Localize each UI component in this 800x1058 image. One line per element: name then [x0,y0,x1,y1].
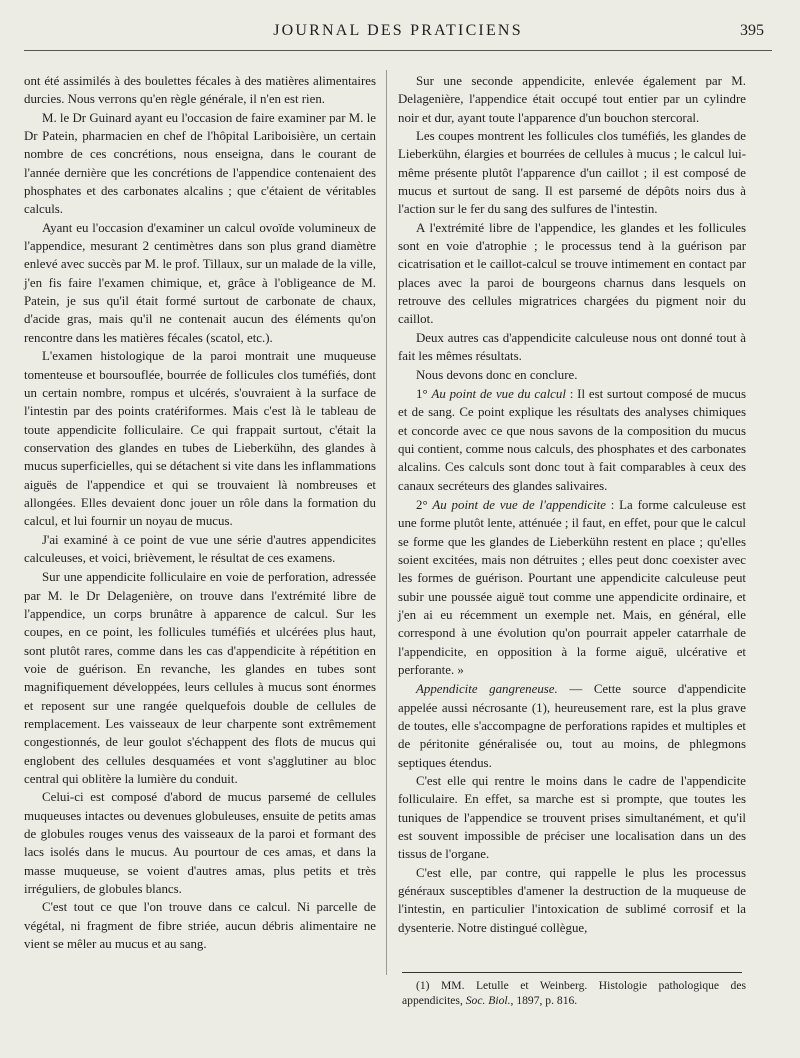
paragraph: Ayant eu l'occasion d'examiner un calcul ovoïde volumineux de l'appendice, mesurant 2 centimètres dans son plus grand diamètre enlevé avec succès par M. le prof. Tillaux, sur un malade de la ville, j'en fis faire l'examen chimique, et, grâce à l'obligeance de M. Patein, je sus qu'il était formé surtout de carbonate de chaux, d'acide gras, mais qu'il ne contenait aucun des éléments qu'on rencontre dans les matières fécales (scatol, etc.). [24,220,376,345]
paragraph: C'est tout ce que l'on trouve dans ce calcul. Ni parcelle de végétal, ni fragment de fibre striée, aucun débris alimentaire ne vient se mêler au mucus et au sang. [24,900,376,952]
paragraph: Sur une appendicite folliculaire en voie de perforation, adressée par M. le Dr Delagenière, on trouve dans l'extrémité libre de l'appendice, un corps brunâtre à apparence de calcul. Sur les coupes, en ce point, les follicules tuméfiés et ulcérées plus haut, sont plutôt rares, comme dans les cas d'appendicite à répétition en voie de guérison. En revanche, les glandes en tubes sont magnifiquement développées, leurs cellules à mucus sont énormes et reposent sur une rangée quelquefois double de cellules de remplacement. Les vaisseaux de leur charpente sont extrêmement congestionnés, de leur goulot s'échappent des flots de mucus qui englobent des cellules desquamées et vont s'agglutiner au bloc central qui oblitère la lumière du conduit. [24,570,376,787]
conclusion-1-label: 1° [416,386,432,401]
paragraph: A l'extrémité libre de l'appendice, les glandes et les follicules sont en voie d'atrophie ; le processus tend à la guérison par cicatrisation et le caillot-calcul se trouve intimement en contact par places avec la paroi de bourgeons charnus dans lesquels on retrouve des cellules migratrices chargées du pigment noir du caillot. [398,220,746,327]
page-number: 395 [740,22,764,39]
footnote-ref: , 1897, p. 816. [510,994,578,1007]
conclusion-1-heading: Au point de vue du calcul [431,386,566,401]
conclusion-2-heading: Au point de vue de l'appendicite [432,497,606,512]
conclusion-1 [398,385,746,495]
paragraph: M. le Dr Guinard ayant eu l'occasion de faire examiner par M. le Dr Patein, pharmacien en chef de l'hôpital Lariboisière, un certain nombre de ces concrétions, nous enseigna, dans le courant de l'année dernière que les concrétions de l'appendice contenaient des phosphates et des carbonates alcalins ; que c'étaient de véritables calculs. [24,110,376,217]
footnote [402,978,746,1008]
left-column [24,72,376,954]
conclusion-2 [398,496,746,679]
conclusion-2-label: 2° [416,497,433,512]
header-rule [24,50,772,51]
column-divider [386,70,387,975]
journal-title: JOURNAL DES PRATICIENS [273,22,523,39]
footnote-journal: Soc. Biol. [465,994,511,1007]
conclusion-2-text: : La forme calculeuse est une forme plutôt lente, atténuée ; il faut, en effet, pour que le calcul se forme que les glandes de Lieberkühn restent en place ; qu'elles soient excitées, mais non détruites ; elles peut donc coexister avec les formes de guérison. Pourtant une appendicite calculeuse peut subir une poussée aiguë tout comme une appendicite ordinaire, et j'en ai eu récemment un exemple net. Mais, en général, elle correspond à une évolution qu'on pourrait appeler catarrhale de l'appendicite, en opposition à la forme aiguë, ulcérative et perforante. » [398,497,746,677]
paragraph: Sur une seconde appendicite, enlevée également par M. Delagenière, l'appendice était occupé tout entier par un cylindre noir et dur, ayant toute l'apparence d'un bouchon stercoral. [398,74,746,125]
section-heading: Appendicite gangreneuse. [416,682,558,697]
paragraph: Celui-ci est composé d'abord de mucus parsemé de cellules muqueuses intactes ou devenues globuleuses, ensuite de petits amas de globules rouges venus des vaisseaux de la paroi et formant des lacs isolés dans le mucus. Au pourtour de ces amas, et dans la masse muqueuse, se voient d'autres amas, plus petits et très irréguliers, de globules blancs. [24,790,376,897]
conclusion-1-text: : Il est surtout composé de mucus et de sang. Ce point explique les résultats des analyses chimiques et concorde avec ce que nous savons de la composition du mucus qui contient, comme nous calculs, des phosphates et des carbonates alcalins. Ces calculs sont donc tout à fait comparables à ceux des canaux secréteurs des glandes salivaires. [398,386,746,493]
paragraph: ont été assimilés à des boulettes fécales à des matières alimentaires durcies. Nous verrons qu'en règle générale, il n'en est rien. [24,74,376,107]
page-header [24,22,772,44]
paragraph: Deux autres cas d'appendicite calculeuse nous ont donné tout à fait les mêmes résultats. [398,330,746,364]
paragraph: C'est elle, par contre, qui rappelle le plus les processus généraux susceptibles d'amener la destruction de la muqueuse de l'intestin, en particulier l'intoxication de sublimé corrosif et la dysenterie. Notre distingué collègue, [398,865,746,935]
footnote-text: (1) MM. Letulle et Weinberg. Histologie pathologique des appendicites, [402,979,746,1007]
right-column [398,72,746,937]
paragraph: Les coupes montrent les follicules clos tuméfiés, les glandes de Lieberkühn, élargies et bourrées de cellules à mucus ; le calcul lui-même présente plutôt l'apparence d'un caillot ; il est composé de mucus et surtout de sang. Il est parsemé de dépôts noirs dus à l'action sur le fer du sang des sulfures de l'intestin. [398,129,746,217]
footnote-rule [402,972,742,973]
paragraph: Nous devons donc en conclure. [416,367,578,382]
gangrenous-section [398,680,746,772]
paragraph: J'ai examiné à ce point de vue une série d'autres appendicites calculeuses, et voici, brièvement, le résultat de ces examens. [24,532,376,565]
paragraph: C'est elle qui rentre le moins dans le cadre de l'appendicite folliculaire. En effet, sa marche est si prompte, que toutes les tuniques de l'appendice se trouvent prises simultanément, et qu'il est souvent impossible de préciser une localisation dans un des tissus de l'organe. [398,774,746,862]
section-text: — Cette source d'appendicite appelée aussi nécrosante (1), heureusement rare, est la plus grave de toutes, elle s'accompagne de perforations rapides et multiples et de péritonite généralisée ou, tout au moins, de phlegmons septiques étendus. [398,682,746,770]
paragraph: L'examen histologique de la paroi montrait une muqueuse tomenteuse et boursouflée, bourrée de follicules clos tuméfiés, dont un certain nombre, rompus et ulcérés, s'ouvraient à la surface de l'intestin par des points cratériformes. Mais c'est là le tableau de toute appendicite folliculaire. Ce qui frappait surtout, c'était la conservation des glandes en tubes de Lieberkühn, des glandes à mucus superficielles, qui se détachent si vite dans les inflammations aiguës de l'appendice et qui se trouvaient là nombreuses et allongées. Elles devaient donc jouer un rôle dans la formation du calcul, et lui fournir un noyau de mucus. [24,349,376,529]
